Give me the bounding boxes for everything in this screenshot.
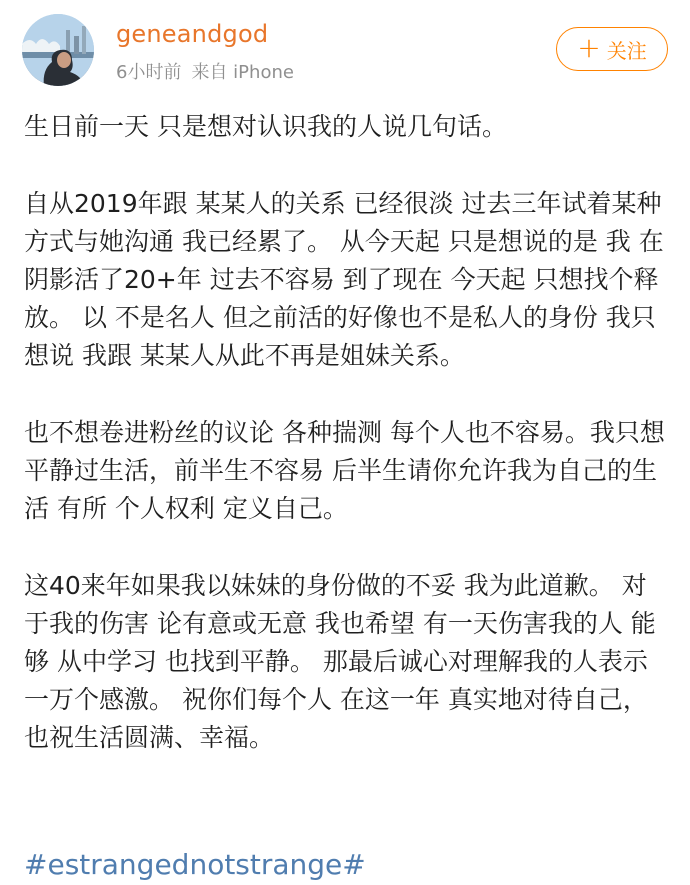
- post-body: [24, 108, 666, 796]
- post-source: 来自 iPhone: [191, 62, 294, 83]
- avatar-image: [22, 14, 94, 86]
- post-time: 6小时前: [116, 62, 182, 83]
- post-meta: [116, 58, 294, 84]
- post-paragraph: 自从2019年跟 某某人的关系 已经很淡 过去三年试着某种方式与她沟通 我已经累了。 从今天起 只是想说的是 我 在阴影活了20+年 过去不容易 到了现在 今天起 只想找个释放。 以 不是名人 但之前活的好像也不是私人的身份 我只想说 我跟 某某人从此不再是姐妹关系。: [24, 189, 664, 370]
- hashtag-link[interactable]: #estrangednotstrange#: [24, 848, 366, 881]
- post-paragraph: 也不想卷进粉丝的议论 各种揣测 每个人也不容易。我只想平静过生活，前半生不容易 后半生请你允许我为自己的生活 有所 个人权利 定义自己。: [24, 418, 665, 523]
- follow-button[interactable]: [556, 27, 668, 71]
- plus-icon: +: [577, 31, 601, 64]
- post-header: [0, 0, 690, 100]
- post-paragraph: 生日前一天 只是想对认识我的人说几句话。: [24, 112, 507, 141]
- author-name[interactable]: geneandgod: [116, 20, 269, 48]
- follow-label: 关注: [606, 38, 647, 63]
- post-paragraph: 这40来年如果我以妹妹的身份做的不妥 我为此道歉。 对于我的伤害 论有意或无意 我也希望 有一天伤害我的人 能够 从中学习 也找到平静。 那最后诚心对理解我的人表示一万个感激。 祝你们每个人 在这一年 真实地对待自己，也祝生活圆满、幸福。: [24, 571, 656, 752]
- avatar[interactable]: [22, 14, 94, 86]
